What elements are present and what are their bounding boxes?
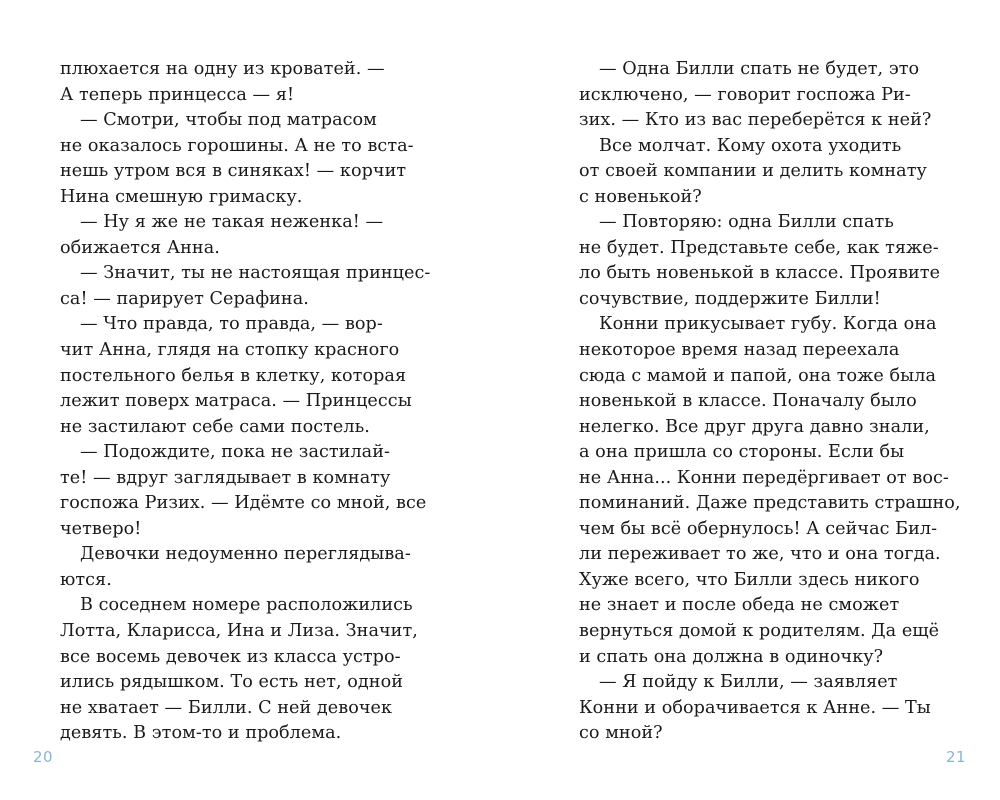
text-line: не застилают себе сами постель. — [60, 416, 370, 437]
text-line: те! — вдруг заглядывает в комнату — [60, 467, 391, 488]
text-line: Девочки недоуменно переглядыва- — [80, 544, 411, 565]
text-line: лежит поверх матраса. — Принцессы — [60, 391, 412, 412]
text-line: — Одна Билли спать не будет, это — [599, 59, 920, 79]
text-line: не Анна... Конни передёргивает от вос- — [579, 467, 949, 488]
text-line: поминаний. Даже представить страшно, — [579, 493, 961, 514]
text-line: постельного белья в клетку, которая — [60, 365, 407, 386]
text-line: Конни и оборачивается к Анне. — Ты — [579, 697, 931, 718]
text-line: не знает и после обеда не сможет — [579, 595, 900, 616]
text-line: Хуже всего, что Билли здесь никого — [579, 569, 920, 590]
text-line: Конни прикусывает губу. Когда она — [599, 314, 937, 335]
text-line: В соседнем номере расположились — [80, 595, 413, 616]
text-line: плюхается на одну из кроватей. — — [60, 59, 385, 79]
text-line: — Подождите, пока не застилай- — [80, 442, 390, 463]
text-line: ились рядышком. То есть нет, одной — [60, 672, 403, 693]
text-line: ются. — [60, 569, 112, 590]
text-line: — Смотри, чтобы под матрасом — [80, 110, 377, 131]
text-line: новенькой в классе. Поначалу было — [579, 391, 917, 412]
text-line: не будет. Представьте себе, как тяже- — [579, 237, 939, 258]
text-line: некоторое время назад переехала — [579, 340, 900, 361]
page-number-right: 21 — [946, 748, 967, 766]
text-line: А теперь принцесса — я! — [60, 84, 295, 105]
text-line: нелегко. Все друг друга давно знали, — [579, 416, 930, 437]
text-line: ло быть новенькой в классе. Проявите — [579, 263, 941, 284]
text-line: чит Анна, глядя на стопку красного — [60, 340, 400, 361]
text-line: а она пришла со стороны. Если бы — [579, 442, 905, 463]
text-line: четверо! — [60, 518, 142, 539]
text-line: чем бы всё обернулось! А сейчас Бил- — [579, 518, 938, 539]
text-line: — Повторяю: одна Билли спать — [599, 212, 894, 233]
text-line: все восемь девочек из класса устро- — [60, 646, 401, 667]
text-line: — Значит, ты не настоящая принцес- — [80, 263, 431, 284]
text-line: ли переживает то же, что и она тогда. — [579, 544, 941, 565]
text-line: от своей компании и делить комнату — [579, 161, 927, 182]
text-line: — Ну я же не такая неженка! — — [80, 212, 384, 233]
text-line: — Я пойду к Билли, — заявляет — [599, 672, 898, 693]
text-line: Нина смешную гримаску. — [60, 186, 303, 207]
text-line: Лотта, Кларисса, Ина и Лиза. Значит, — [60, 621, 418, 642]
text-line: вернуться домой к родителям. Да ещё — [579, 621, 940, 642]
page-number-left: 20 — [33, 748, 54, 766]
text-line: Все молчат. Кому охота уходить — [599, 135, 902, 156]
text-line: нешь утром вся в синяках! — корчит — [60, 161, 407, 182]
text-line: не хватает — Билли. С ней девочек — [60, 697, 393, 718]
text-line: сочувствие, поддержите Билли! — [579, 288, 881, 309]
text-line: — Что правда, то правда, — вор- — [80, 314, 383, 335]
text-line: са! — парирует Серафина. — [60, 288, 309, 309]
text-line: девять. В этом-то и проблема. — [60, 723, 342, 744]
text-line: госпожа Ризих. — Идёмте со мной, все — [60, 493, 427, 514]
text-line: обижается Анна. — [60, 237, 220, 258]
text-line: со мной? — [579, 723, 663, 744]
text-line: исключено, — говорит госпожа Ри- — [579, 84, 911, 105]
text-line: и спать она должна в одиночку? — [579, 646, 884, 667]
text-line: сюда с мамой и папой, она тоже была — [579, 365, 936, 386]
text-line: не оказалось горошины. А не то вста- — [60, 135, 414, 156]
right-page — [579, 57, 961, 747]
text-line: с новенькой? — [579, 186, 702, 207]
left-page — [60, 57, 431, 747]
text-line: зих. — Кто из вас переберётся к ней? — [579, 110, 932, 131]
